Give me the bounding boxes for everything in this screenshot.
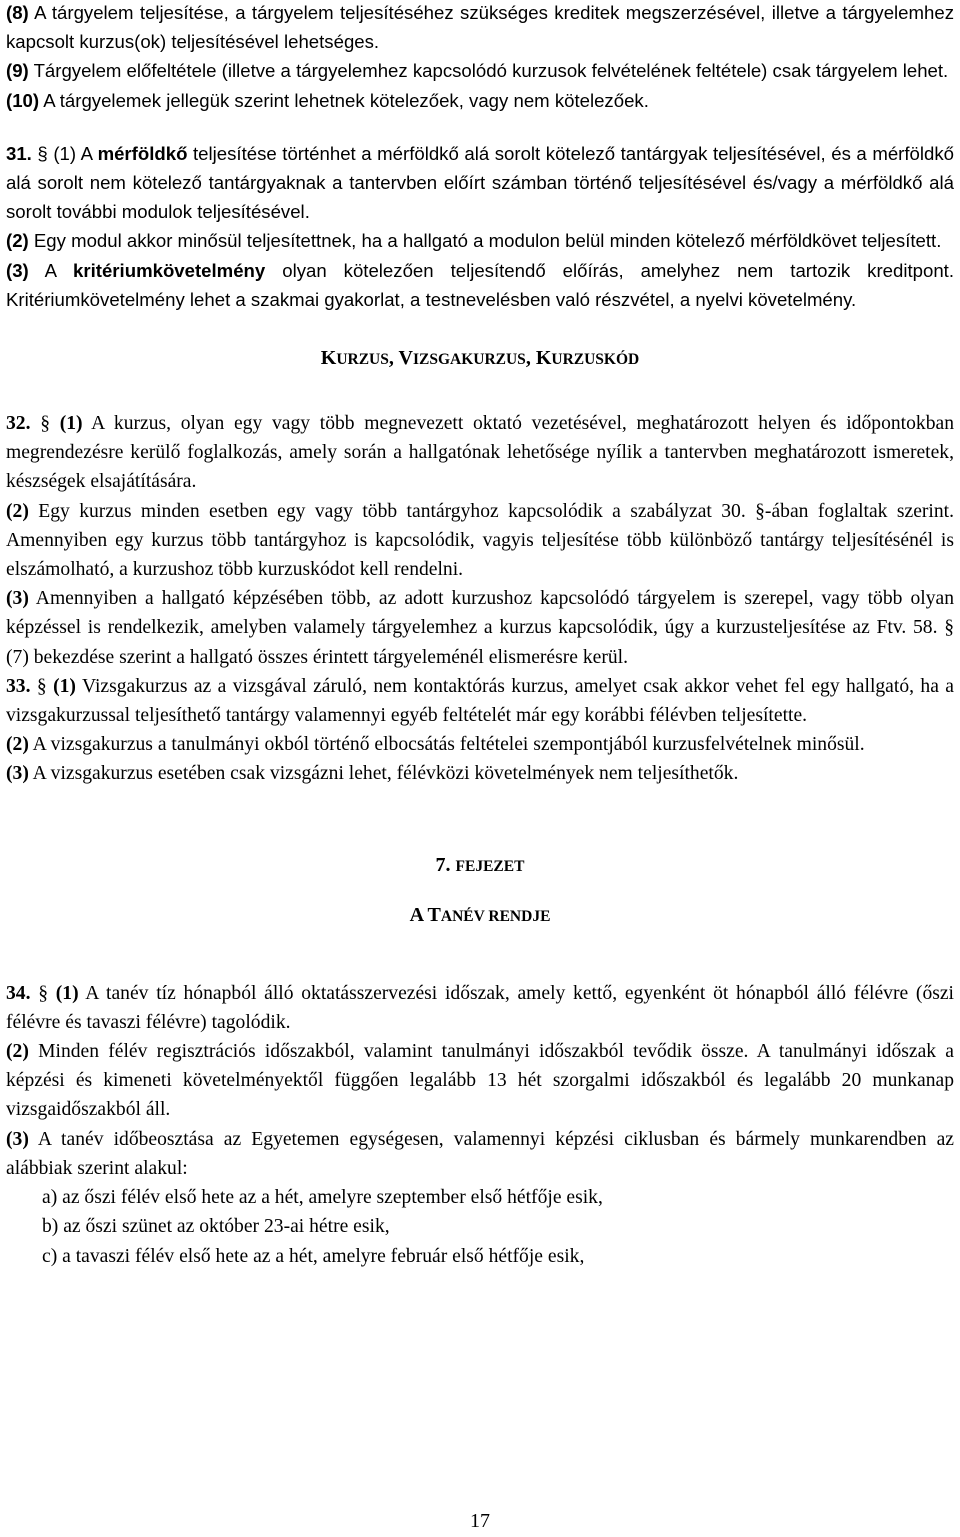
page-number: 17 (470, 1510, 490, 1532)
section-number: 32. (6, 413, 31, 435)
paragraph-number: (8) (6, 2, 29, 23)
list-item: c) a tavaszi félév első hete az a hét, amelyre február első hétfője esik, (42, 1245, 585, 1267)
section-number: 34. (6, 982, 31, 1004)
paragraph-mark: (1) (53, 142, 77, 164)
paragraph-text: Vizsgakurzus az a vizsgával záruló, nem kontaktórás kurzus, amelyet csak akkor vehet fel egy hallgató, ha a vizsgakurzussal teljesíthető tantárgy valamennyi egyéb feltételét már egy korábbi félévben teljesítette. (6, 675, 954, 727)
section-32-paragraph-1: 32. § (1) A kurzus, olyan egy vagy több megnevezett oktató vezetésével, meghatározott helyen és időpontokban megrendezésre kerülő foglalkozás, amely során a hallgatónak lehetősége nyílik a tantervben meghatározott ismeretek, készségek elsajátítására. (6, 413, 954, 493)
paragraph-text: olyan kötelezően teljesítendő előírás, amelyhez nem tartozik kreditpont. Kritériumkövetelmény lehet a szakmai gyakorlat, a testnevelésben való részvétel, a nyelvi követelmény. (6, 259, 954, 310)
paragraph-text: Amennyiben a hallgató képzésében több, az adott kurzushoz kapcsolódó tárgyelem is szerepel, vagy több olyan képzéssel is rendelkezik, amelyben valamely tárgyelemhez a kurzus kapcsolódik, úgy a kurzusteljesítése az Ftv. 58. § (7) bekezdése szerint a hallgató összes érintett tárgyeleménél elismerésre kerül. (6, 588, 954, 668)
defined-term: kritériumkövetelmény (73, 259, 266, 281)
heading-separator: , (388, 347, 399, 370)
chapter-word: FEJEZET (455, 857, 525, 875)
paragraph-mark: (2) (6, 500, 29, 522)
chapter-title-article: A (409, 903, 428, 926)
paragraph-text: A (76, 142, 98, 164)
paragraph-9 (6, 56, 954, 85)
section-34-paragraph-2 (6, 1037, 954, 1125)
heading-letter: K (535, 347, 552, 370)
schedule-list (6, 1183, 954, 1271)
paragraph-mark: (3) (6, 763, 29, 785)
section-number: 31. (6, 142, 32, 164)
section-number: 33. (6, 675, 31, 697)
paragraph-number: (10) (6, 89, 40, 111)
paragraph-8 (6, 0, 954, 56)
chapter-title (6, 901, 954, 931)
section-33-paragraph-1: 33. § (1) Vizsgakurzus az a vizsgával záruló, nem kontaktórás kurzus, amelyet csak akkor vehet fel egy hallgató, ha a vizsgakurzussal teljesíthető tantárgy valamennyi egyéb feltételét már egy korábbi félévben teljesítette. (6, 675, 954, 727)
paragraph-mark: (1) (55, 982, 79, 1004)
heading-letter: V (398, 347, 413, 370)
paragraph-text: A vizsgakurzus esetében csak vizsgázni lehet, félévközi követelmények nem teljesíthetők. (28, 763, 739, 785)
section-32-paragraph-2 (6, 497, 954, 585)
heading-text: URZUSKÓD (551, 351, 640, 369)
defined-term: mérföldkő (97, 142, 188, 164)
heading-text: IZSGAKURZUS (412, 351, 526, 369)
heading-letter: T (427, 903, 441, 926)
paragraph-number: (9) (6, 60, 29, 82)
paragraph-mark: (3) (6, 588, 29, 610)
paragraph-text: A kurzus, olyan egy vagy több megnevezett oktató vezetésével, meghatározott helyen és időpontokban megrendezésre kerülő foglalkozás, amely során a hallgatónak lehetősége nyílik a tantervben meghatározott ismeretek, készségek elsajátítására. (6, 413, 954, 493)
section-31-paragraph-3 (6, 256, 954, 314)
section-33-paragraph-3 (6, 759, 954, 788)
paragraph-text: A (28, 259, 74, 281)
paragraph-text: A vizsgakurzus a tanulmányi okból történő elbocsátás feltételei szempontjából kurzusfelvételnek minősül. (28, 734, 865, 756)
section-34-paragraph-3 (6, 1125, 954, 1183)
section-32-paragraph-3 (6, 584, 954, 672)
list-item: a) az őszi félév első hete az a hét, amelyre szeptember első hétfője esik, (42, 1187, 603, 1209)
paragraph-text: A tárgyelem teljesítése, a tárgyelem teljesítéséhez szükséges kreditek megszerzésével, illetve a tárgyelemhez kapcsolt kurzus(ok) teljesítésével lehetséges. (6, 2, 954, 53)
paragraph-text: teljesítése történhet a mérföldkő alá sorolt kötelező tantárgyak teljesítésével, és a mérföldkő alá sorolt nem kötelező tantárgyaknak a tantervben előírt számban történő teljesítésével és/vagy a mérföldkő alá sorolt további modulok teljesítésével. (6, 142, 954, 223)
heading-text: URZUS (336, 351, 389, 369)
paragraph-text: A tárgyelemek jellegük szerint lehetnek kötelezőek, vagy nem kötelezőek. (39, 89, 649, 111)
section-heading-kurzus (6, 344, 954, 374)
paragraph-text: Tárgyelem előfeltétele (illetve a tárgyelemhez kapcsolódó kurzusok felvételének feltétele) csak tárgyelem lehet. (28, 60, 949, 82)
paragraph-mark: (2) (6, 734, 29, 756)
paragraph-text: Minden félév regisztrációs időszakból, valamint tanulmányi időszakból tevődik össze. A tanulmányi időszak a képzési és kimeneti követelményektől függően legalább 13 hét szorgalmi időszakból és legalább 20 munkanap vizsgaidőszakból áll. (6, 1041, 954, 1121)
heading-letter: K (320, 347, 337, 370)
paragraph-text: A tanév időbeosztása az Egyetemen egységesen, valamennyi képzési ciklusban és bármely munkarendben az alábbiak szerint alakul: (6, 1128, 954, 1179)
paragraph-mark: (2) (6, 230, 29, 252)
section-33-paragraph-2 (6, 730, 954, 759)
paragraph-mark: (2) (6, 1041, 29, 1063)
section-34-paragraph-1: 34. § (1) A tanév tíz hónapból álló oktatásszervezési időszak, amely kettő, egyenként öt hónapból álló félévre (őszi félévre és tavaszi félévre) tagolódik. (6, 982, 955, 1033)
heading-separator: , (525, 347, 536, 370)
paragraph-mark: (3) (6, 259, 29, 281)
heading-text: ANÉV RENDJE (440, 907, 551, 925)
paragraph-mark: (3) (6, 1128, 29, 1150)
chapter-heading (6, 851, 954, 881)
paragraph-text: Egy modul akkor minősül teljesítettnek, ha a hallgató a modulon belül minden kötelező mérföldkövet teljesített. (28, 230, 942, 252)
paragraph-text: Egy kurzus minden esetben egy vagy több tantárgyhoz kapcsolódik a szabályzat 30. §-ában foglaltak szerint. Amennyiben egy kurzus több tantárgyhoz is kapcsolódik, vagyis teljesítése több különböző tantárgy teljesítésénél is elszámolható, a kurzushoz több kurzuskódot kell rendelni. (6, 500, 954, 581)
list-item: b) az őszi szünet az október 23-ai hétre esik, (42, 1216, 390, 1238)
document-page (6, 0, 954, 1271)
paragraph-mark: (1) (53, 675, 76, 697)
paragraph-10 (6, 86, 954, 115)
chapter-number: 7. (435, 853, 456, 876)
section-31-paragraph-1: 31. § (1) A mérföldkő teljesítése történhet a mérföldkő alá sorolt kötelező tantárgyak teljesítésével, és a mérföldkő alá sorolt nem kötelező tantárgyaknak a tantervben előírt számban történő teljesítésével és/vagy a mérföldkő alá sorolt további modulok teljesítésével. (6, 142, 954, 223)
section-31-paragraph-2 (6, 226, 954, 255)
paragraph-text: A tanév tíz hónapból álló oktatásszervezési időszak, amely kettő, egyenként öt hónapból álló félévre (őszi félévre és tavaszi félévre) tagolódik. (6, 982, 955, 1033)
paragraph-mark: (1) (59, 413, 83, 435)
